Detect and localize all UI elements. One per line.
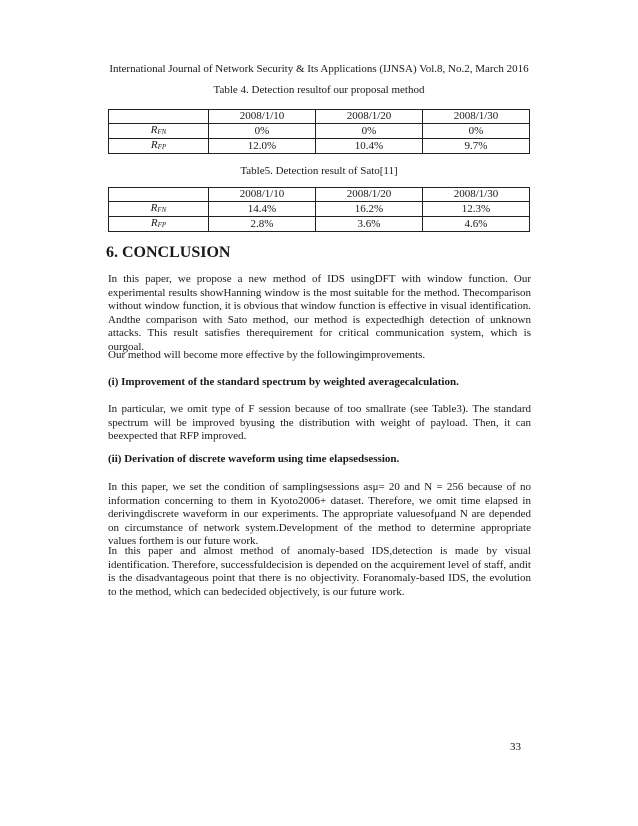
table5-row-label: $R_{FN}$ — [109, 202, 209, 217]
table4-row-rfp — [109, 139, 530, 154]
table5-col-header: 2008/1/30 — [423, 188, 530, 202]
paragraph-summary: In this paper, we propose a new method of IDS usingDFT with window function. Our experimental results showHanning window is the most suitable for the method. Thecomparison without window function, it is obvious that window function is effective in visual identification. Andthe comparison with Sato method, our method is expectedhigh detection of unknown attacks. This result satisfies therequirement for critical communication system, which is ourgoal. — [108, 273, 531, 353]
table4-cell: 0% — [316, 124, 423, 139]
table4-col-header: 2008/1/30 — [423, 110, 530, 124]
table5-cell: 2.8% — [209, 217, 316, 232]
table4-row-rfn — [109, 124, 530, 139]
table4-row-label: $R_{FN}$ — [109, 124, 209, 139]
section-heading: 6. CONCLUSION — [106, 244, 231, 261]
table4-col-header: 2008/1/10 — [209, 110, 316, 124]
table5-row-rfn — [109, 202, 530, 217]
paragraph-improvement-1: In particular, we omit type of F session because of too smallrate (see Table3). The standard spectrum will be improved byusing the distribution with weight of payload. Then, it can beexpected that RFP improved. — [108, 403, 531, 442]
table4-cell: 0% — [209, 124, 316, 139]
table4-corner-cell — [109, 110, 209, 124]
paragraph-improvement-2: In this paper, we set the condition of samplingsessions asμ= 20 and N = 256 because of no information concerning to them in Kyoto2006+ dataset. Therefore, we omit time elapsed in derivingdiscrete waveform in our experiments. The appropriate valuesofμand N are depended on circumstance of network system.Development of the method to determine appropriate values forthem is our future work. — [108, 481, 531, 547]
table4-cell: 12.0% — [209, 139, 316, 154]
table5-cell: 16.2% — [316, 202, 423, 217]
paragraph-improvements-intro: Our method will become more effective by the followingimprovements. — [108, 349, 426, 361]
table5-cell: 4.6% — [423, 217, 530, 232]
table4 — [108, 109, 530, 154]
page-number: 33 — [510, 741, 521, 753]
table4-cell: 9.7% — [423, 139, 530, 154]
table5-row-rfp — [109, 217, 530, 232]
table5-row-label: $R_{FP}$ — [109, 217, 209, 232]
table4-col-header: 2008/1/20 — [316, 110, 423, 124]
subheading-improvement-1: (i) Improvement of the standard spectrum by weighted averagecalculation. — [108, 376, 459, 388]
table4-row-label: $R_{FP}$ — [109, 139, 209, 154]
table5-caption: Table5. Detection result of Sato[11] — [240, 165, 398, 177]
table5 — [108, 187, 530, 232]
table5-corner-cell — [109, 188, 209, 202]
table5-col-header: 2008/1/20 — [316, 188, 423, 202]
subheading-improvement-2: (ii) Derivation of discrete waveform using time elapsedsession. — [108, 453, 400, 465]
table4-header-row — [109, 110, 530, 124]
table5-cell: 14.4% — [209, 202, 316, 217]
table5-cell: 3.6% — [316, 217, 423, 232]
table4-cell: 0% — [423, 124, 530, 139]
table4-cell: 10.4% — [316, 139, 423, 154]
table5-cell: 12.3% — [423, 202, 530, 217]
paragraph-future-work: In this paper and almost method of anomaly-based IDS,detection is made by visual identification. Therefore, successfuldecision is depended on the acquirement level of staff, andit is the disadvantageous point that there is no objectivity. Foranomaly-based IDS, the evolution to the method, which can bedecided objectively, is our future work. — [108, 545, 531, 598]
running-header: International Journal of Network Security & Its Applications (IJNSA) Vol.8, No.2, March 2016 — [109, 63, 529, 75]
table5-col-header: 2008/1/10 — [209, 188, 316, 202]
table5-header-row — [109, 188, 530, 202]
table4-caption: Table 4. Detection resultof our proposal method — [213, 84, 425, 96]
